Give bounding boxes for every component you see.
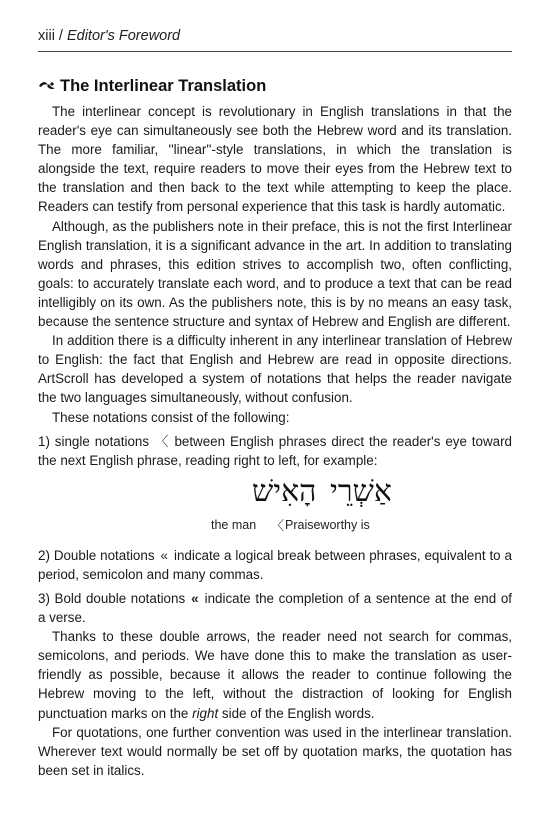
body-text bbox=[38, 102, 512, 780]
notation-1-prefix: 1) single notations bbox=[38, 433, 150, 449]
hebrew-example bbox=[38, 474, 512, 540]
notation-1-text: between English phrases direct the reader's eye toward the next English phrase, reading right to left, for example: bbox=[38, 433, 513, 468]
single-arrow-icon: 〈 bbox=[155, 433, 169, 449]
notation-3-text: indicate the completion of a sentence at the end of a verse. bbox=[38, 590, 512, 626]
running-head-title: Editor's Foreword bbox=[66, 28, 181, 44]
page-number: xiii bbox=[38, 28, 55, 44]
double-arrow-icon: « bbox=[160, 547, 168, 563]
hebrew-word-haish: הָאִישׁ bbox=[252, 473, 317, 509]
hebrew-word-ashrei: אַשְׁרֵי bbox=[330, 473, 392, 509]
section-heading bbox=[38, 77, 266, 96]
paragraph-5 bbox=[38, 627, 512, 722]
running-head-separator: / bbox=[58, 28, 63, 44]
bold-double-arrow-icon: « bbox=[191, 590, 199, 606]
notation-2-prefix: 2) Double notations bbox=[38, 547, 155, 563]
paragraph-6: For quotations, one further convention was used in the interlinear translation. Wherever text would normally be set off by quotation marks, the quotation has been set in italics. bbox=[38, 724, 512, 778]
paragraph-2: Although, as the publishers note in their preface, this is not the first Interlinear English translation, it is a significant advance in the art. In addition to translating words and phrases, this edition strives to accomplish two, often conflicting, goals: to accurately translate each word, and to produce a text that can be read intelligibly on its own. As the publishers note, this is by no means an easy task, because the sentence structure and syntax of Hebrew and English are different. bbox=[38, 218, 512, 330]
notation-item-3 bbox=[38, 589, 512, 627]
paragraph-4: These notations consist of the following: bbox=[52, 409, 290, 425]
paragraph-5-text: Thanks to these double arrows, the reader need not search for commas, semicolons, and periods. We have done this to make the translation as user-friendly as possible, because it allows the reader to continue following the Hebrew moving to the left, without the distraction of looking for English punctuation marks on the bbox=[38, 629, 512, 721]
notation-3-prefix: 3) Bold double notations bbox=[38, 590, 186, 606]
paragraph-3: In addition there is a difficulty inherent in any interlinear translation of Hebrew to English: the fact that English and Hebrew are read in opposite directions. ArtScroll has developed a system of notations that helps the reader navigate the two languages simultaneously, without confusion. bbox=[38, 333, 512, 406]
notation-2-text: indicate a logical break between phrases, equivalent to a period, semicolon and many commas. bbox=[38, 547, 512, 582]
gloss-the-man: the man bbox=[211, 517, 257, 532]
notation-item-1 bbox=[38, 432, 512, 470]
paragraph-5-end: side of the English words. bbox=[221, 705, 375, 721]
header-rule bbox=[38, 51, 512, 52]
gloss-arrow-icon: 〈 bbox=[271, 517, 285, 533]
paragraph-1: The interlinear concept is revolutionary in English translations in that the reader's eye can simultaneously see both the Hebrew word and its translation. The more familiar, ''linear''-style translations, in which the translation is alongside the text, require readers to move their eyes from the Hebrew text to the translation and then back to the text while attempting to keep the place. Readers can testify from personal experience that this task is hardly automatic. bbox=[38, 104, 512, 215]
paragraph-5-italic: right bbox=[192, 705, 219, 721]
gloss-praiseworthy: Praiseworthy is bbox=[285, 517, 370, 532]
section-heading-text: The Interlinear Translation bbox=[60, 77, 267, 95]
running-head bbox=[38, 28, 180, 44]
fleuron-icon bbox=[38, 80, 56, 92]
notation-item-2 bbox=[38, 546, 512, 584]
